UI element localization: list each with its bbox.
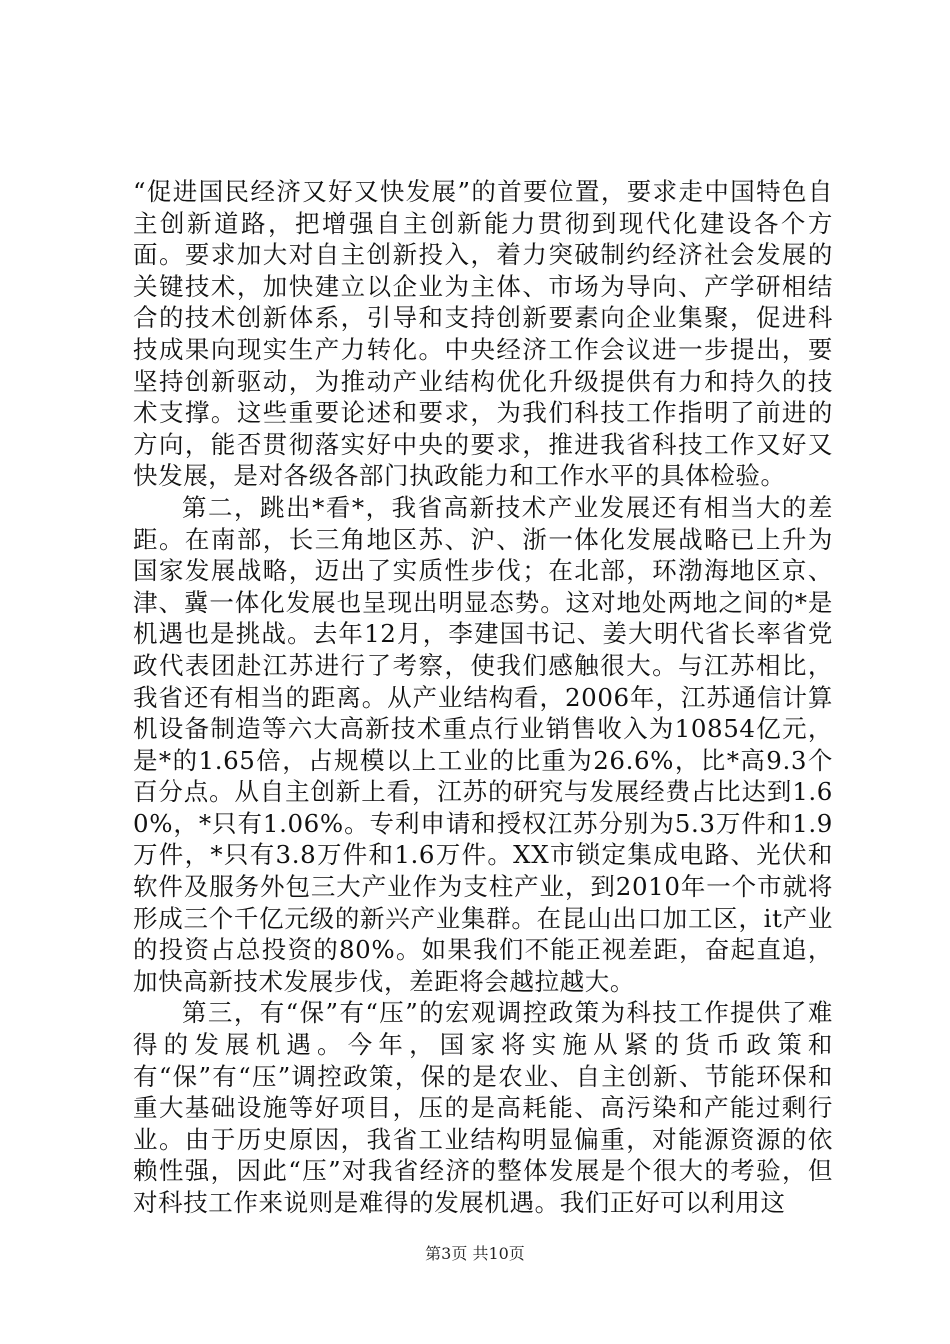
paragraph-third-point: 第三，有“保”有“压”的宏观调控政策为科技工作提供了难得的发展机遇。今年，国家将实施从紧的货币政策和有“保”有“压”调控政策，保的是农业、自主创新、节能环保和重大基础设施等好项目，压的是高耗能、高污染和产能过剩行业。由于历史原因，我省工业结构明显偏重，对能源资源的依赖性强，因此“压”对我省经济的整体发展是个很大的考验，但对科技工作来说则是难得的发展机遇。我们正好可以利用这 — [133, 998, 833, 1217]
paragraph-continuation: “促进国民经济又好又快发展”的首要位置，要求走中国特色自主创新道路，把增强自主创新能力贯彻到现代化建设各个方面。要求加大对自主创新投入，着力突破制约经济社会发展的关键技术，加快建立以企业为主体、市场为导向、产学研相结合的技术创新体系，引导和支持创新要素向企业集聚，促进科技成果向现实生产力转化。中央经济工作会议进一步提出，要坚持创新驱动，为推动产业结构优化升级提供有力和持久的技术支撑。这些重要论述和要求，为我们科技工作指明了前进的方向，能否贯彻落实好中央的要求，推进我省科技工作又好又快发展，是对各级各部门执政能力和工作水平的具体检验。 — [133, 177, 833, 491]
page-number-footer: 第3页 共10页 — [425, 1244, 525, 1263]
paragraph-second-point: 第二，跳出*看*，我省高新技术产业发展还有相当大的差距。在南部，长三角地区苏、沪、浙一体化发展战略已上升为国家发展战略，迈出了实质性步伐；在北部，环渤海地区京、津、冀一体化发展也呈现出明显态势。这对地处两地之间的*是机遇也是挑战。去年12月，李建国书记、姜大明代省长率省党政代表团赴江苏进行了考察，使我们感触很大。与江苏相比，我省还有相当的距离。从产业结构看，2006年，江苏通信计算机设备制造等六大高新技术重点行业销售收入为10854亿元，是*的1.65倍，占规模以上工业的比重为26.6%，比*高9.3个百分点。从自主创新上看，江苏的研究与发展经费占比达到1.60%，*只有1.06%。专利申请和授权江苏分别为5.3万件和1.9万件，*只有3.8万件和1.6万件。XX市锁定集成电路、光伏和软件及服务外包三大产业作为支柱产业，到2010年一个市就将形成三个千亿元级的新兴产业集群。在昆山出口加工区，it产业的投资占总投资的80%。如果我们不能正视差距，奋起直追，加快高新技术发展步伐，差距将会越拉越大。 — [133, 492, 833, 996]
document-body — [133, 176, 833, 1219]
